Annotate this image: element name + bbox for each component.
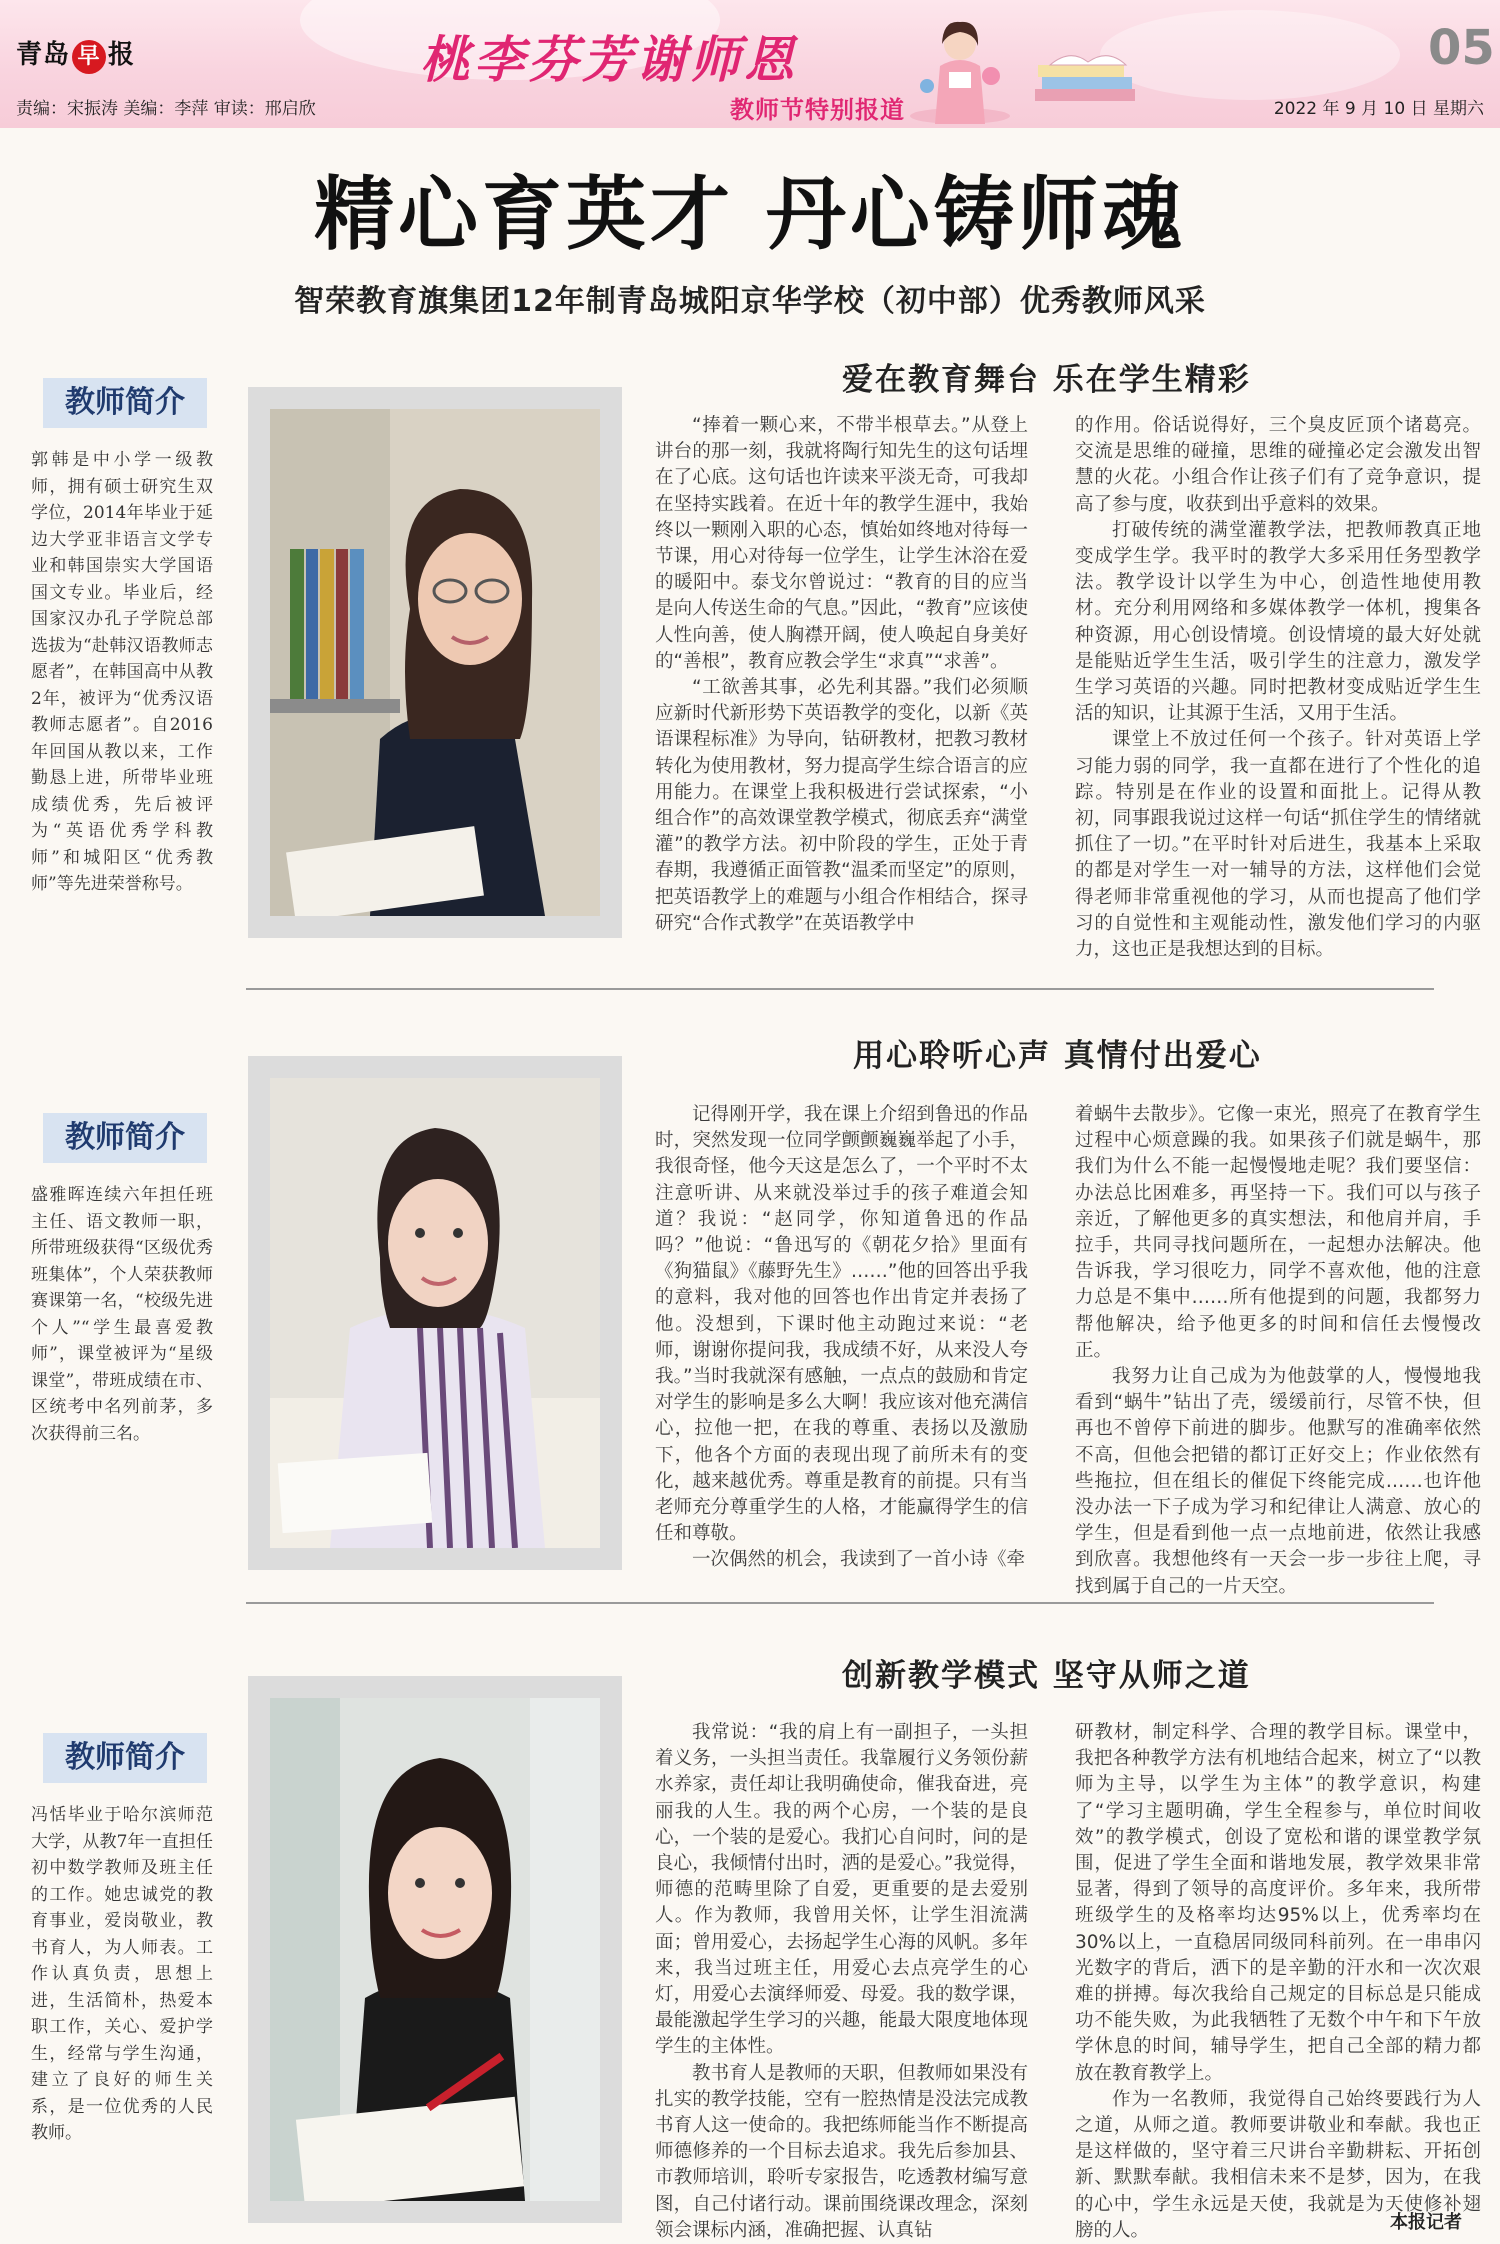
section-heading: 爱在教育舞台 乐在学生精彩 (842, 362, 1251, 398)
banner-subtitle: 教师节特别报道 (730, 96, 905, 124)
banner-title: 桃李芬芳谢师恩 (420, 30, 798, 89)
article-column-2 (1075, 1720, 1481, 2244)
teacher-intro-text: 盛雅晖连续六年担任班主任、语文教师一职，所带班级获得“区级优秀班集体”，个人荣获教师赛课第一名，“校级先进个人”“学生最喜爱教师”，课堂被评为“星级课堂”，带班成绩在市、区统考中名列前茅，多次获得前三名。 (31, 1185, 213, 1444)
paragraph: 教书育人是教师的天职，但教师如果没有扎实的教学技能，空有一腔热情是没法完成教书育人这一使命的。我把练师能当作不断提高师德修养的一个目标去追求。我先后参加县、市教师培训，聆听专家报告，吃透教材编写意图，自己付诸行动。课前围绕课改理念，深刻领会课标内涵，准确把握、认真钻 (655, 2062, 1028, 2241)
section-divider (246, 988, 1434, 990)
reporter-byline: 本报记者 (1390, 2212, 1462, 2233)
teacher-photo (270, 409, 600, 916)
article-column-2 (1075, 413, 1481, 963)
teacher-intro-text: 郭韩是中小学一级教师，拥有硕士研究生双学位，2014年毕业于延边大学亚非语言文学专业和韩国崇实大学国语国文专业。毕业后，经国家汉办孔子学院总部选拔为“赴韩汉语教师志愿者”，在韩国高中从教2年，被评为“优秀汉语教师志愿者”。自2016年回国从教以来，工作勤恳上进，所带毕业班成绩优秀，先后被评为“英语优秀学科教师”和城阳区“优秀教师”等先进荣誉称号。 (31, 450, 213, 894)
issue-date: 2022 年 9 月 10 日 星期六 (1273, 99, 1484, 119)
page-title: 精心育英才 丹心铸师魂 (314, 167, 1186, 261)
teacher-photo-frame (248, 387, 622, 938)
page-subtitle: 智荣教育旗集团12年制青岛城阳京华学校（初中部）优秀教师风采 (294, 284, 1206, 319)
newspaper-logo: 青岛 早 报 (16, 34, 135, 74)
article-column-1 (655, 413, 1028, 937)
teacher-intro-label: 教师简介 (43, 1733, 207, 1783)
article-column-1 (655, 1102, 1028, 1574)
paragraph: “工欲善其事，必先利其器。”我们必须顺应新时代新形势下英语教学的变化，以新《英语课程标准》为导向，钻研教材，把教习教材转化为使用教材，努力提高学生综合语言的应用能力。在课堂上我积极进行尝试探索，“小组合作”的高效课堂教学模式，彻底丢弃“满堂灌”的教学方法。初中阶段的学生，正处于青春期，我遵循正面管教“温柔而坚定”的原则，把英语教学上的难题与小组合作相结合，探寻研究“合作式教学”在英语教学中 (655, 677, 1028, 934)
page-number: 05 (1428, 20, 1495, 76)
section-heading: 创新教学模式 坚守从师之道 (842, 1658, 1251, 1694)
teacher-photo (270, 1078, 600, 1548)
section-heading: 用心聆听心声 真情付出爱心 (853, 1038, 1262, 1074)
paragraph: 课堂上不放过任何一个孩子。针对英语上学习能力弱的同学，我一直都在进行了个性化的追踪。特别是在作业的设置和面批上。记得从教初，同事跟我说过这样一句话“抓住学生的情绪就抓住了一切。”在平时针对后进生，我基本上采取的都是对学生一对一辅导的方法，这样他们会觉得老师非常重视他的学习，从而也提高了他们学习的自觉性和主观能动性，激发他们学习的内驱力，这也正是我想达到的目标。 (1075, 729, 1481, 961)
teacher-intro-label: 教师简介 (43, 378, 207, 428)
books-illustration-icon (1030, 44, 1140, 114)
page-header (0, 0, 1500, 128)
teacher-photo-frame (248, 1676, 622, 2223)
paragraph: 打破传统的满堂灌教学法，把教师教真正地变成学生学。我平时的教学大多采用任务型教学法。教学设计以学生为中心，创造性地使用教材。充分利用网络和多媒体教学一体机，搜集各种资源，用心创设情境。创设情境的最大好处就是能贴近学生生活，吸引学生的注意力，激发学生学习英语的兴趣。同时把教材变成贴近学生生活的知识，让其源于生活，又用于生活。 (1075, 519, 1481, 725)
editor-credits: 责编：宋振涛 美编：李萍 审读：邢启欣 (16, 99, 316, 119)
paragraph: 作为一名教师，我觉得自己始终要践行为人之道，从师之道。教师要讲敬业和奉献。我也正是这样做的，坚守着三尺讲台辛勤耕耘、开拓创新、默默奉献。我相信未来不是梦，因为，在我的心中，学生永远是天使，我就是为天使修补翅膀的人。 (1075, 2088, 1481, 2241)
paragraph: “捧着一颗心来，不带半根草去。”从登上讲台的那一刻，我就将陶行知先生的这句话埋在了心底。这句话也许读来平淡无奇，可我却在坚持实践着。在近十年的教学生涯中，我始终以一颗刚入职的心态，慎始如终地对待每一节课，用心对待每一位学生，让学生沐浴在爱的暖阳中。泰戈尔曾说过：“教育的目的应当是向人传送生命的气息。”因此，“教育”应该使人性向善，使人胸襟开阔，使人唤起自身美好的“善根”，教育应教会学生“求真”“求善”。 (655, 415, 1028, 672)
paragraph: 我努力让自己成为为他鼓掌的人，慢慢地我看到“蜗牛”钻出了壳，缓缓前行，尽管不快，但再也不曾停下前进的脚步。他默写的准确率依然不高，但他会把错的都订正好交上；作业依然有些拖拉，但在组长的催促下终能完成……也许他没办法一下子成为学习和纪律让人满意、放心的学生，但是看到他一点一点地前进，依然让我感到欣喜。我想他终有一天会一步一步往上爬，寻找到属于自己的一片天空。 (1075, 1366, 1481, 1597)
teacher-illustration-icon (905, 6, 1015, 124)
teacher-photo (270, 1698, 600, 2201)
article-column-2 (1075, 1102, 1481, 1600)
paragraph: 我常说：“我的肩上有一副担子，一头担着义务，一头担当责任。我靠履行义务领份薪水养家，责任却让我明确使命，催我奋进，亮丽我的人生。我的两个心房，一个装的是良心，一个装的是爱心。我扪心自问时，问的是良心，我倾情付出时，洒的是爱心。”我觉得，师德的范畴里除了自爱，更重要的是去爱别人。作为教师，我曾用关怀，让学生泪流满面；曾用爱心，去扬起学生心海的风帆。多年来，我当过班主任，用爱心去点亮学生的心灯，用爱心去演绎师爱、母爱。我的数学课，最能激起学生学习的兴趣，能最大限度地体现学生的主体性。 (655, 1722, 1028, 2058)
paragraph: 研教材，制定科学、合理的教学目标。课堂中，我把各种教学方法有机地结合起来，树立了“以教师为主导，以学生为主体”的教学意识，构建了“学习主题明确，学生全程参与，单位时间收效”的教学模式，创设了宽松和谐的课堂教学氛围，促进了学生全面和谐地发展，教学效果非常显著，得到了领导的高度评价。多年来，我所带班级学生的及格率均达95%以上，优秀率均在30%以上，一直稳居同级同科前列。在一串串闪光数字的背后，洒下的是辛勤的汗水和一次次艰难的拼搏。每次我给自己规定的目标总是只能成功不能失败，为此我牺牲了无数个中午和下午放学休息的时间，辅导学生，把自己全部的精力都放在教育教学上。 (1075, 1722, 1481, 2084)
teacher-intro-label: 教师简介 (43, 1113, 207, 1163)
paragraph: 一次偶然的机会，我读到了一首小诗《牵 (692, 1549, 1026, 1571)
paragraph: 的作用。俗话说得好，三个臭皮匠顶个诸葛亮。交流是思维的碰撞，思维的碰撞必定会激发出智慧的火花。小组合作让孩子们有了竞争意识，提高了参与度，收获到出乎意料的效果。 (1075, 415, 1481, 515)
teacher-photo-frame (248, 1056, 622, 1570)
section-divider (246, 1602, 1434, 1604)
paragraph: 记得刚开学，我在课上介绍到鲁迅的作品时，突然发现一位同学颤颤巍巍举起了小手，我很奇怪，他今天这是怎么了，一个平时不太注意听讲、从来就没举过手的孩子难道会知道？我说：“赵同学，你知道鲁迅的作品吗？”他说：“鲁迅写的《朝花夕拾》里面有《狗猫鼠》《藤野先生》……”他的回答出乎我的意料，我对他的回答也作出肯定并表扬了他。没想到，下课时他主动跑过来说：“老师，谢谢你提问我，我成绩不好，从来没人夸我。”当时我就深有感触，一点点的鼓励和肯定对学生的影响是多么大啊！我应该对他充满信心，拉他一把，在我的尊重、表扬以及激励下，他各个方面的表现出现了前所未有的变化，越来越优秀。尊重是教育的前提。只有当老师充分尊重学生的人格，才能赢得学生的信任和尊敬。 (655, 1104, 1028, 1545)
header-cloud-decoration (1100, 10, 1400, 100)
article-column-1 (655, 1720, 1028, 2244)
teacher-intro-text: 冯恬毕业于哈尔滨师范大学，从教7年一直担任初中数学教师及班主任的工作。她忠诚党的教育事业，爱岗敬业，教书育人，为人师表。工作认真负责，思想上进，生活简朴，热爱本职工作，关心、爱护学生，经常与学生沟通，建立了良好的师生关系，是一位优秀的人民教师。 (31, 1805, 213, 2143)
paragraph: 着蜗牛去散步》。它像一束光，照亮了在教育学生过程中心烦意躁的我。如果孩子们就是蜗牛，那我们为什么不能一起慢慢地走呢？我们要坚信：办法总比困难多，再坚持一下。我们可以与孩子亲近，了解他更多的真实想法，和他肩并肩，手拉手，共同寻找问题所在，一起想办法解决。他告诉我，学习很吃力，同学不喜欢他，他的注意力总是不集中……所有他提到的问题，我都努力帮他解决，给予他更多的时间和信任去慢慢改正。 (1075, 1104, 1481, 1361)
